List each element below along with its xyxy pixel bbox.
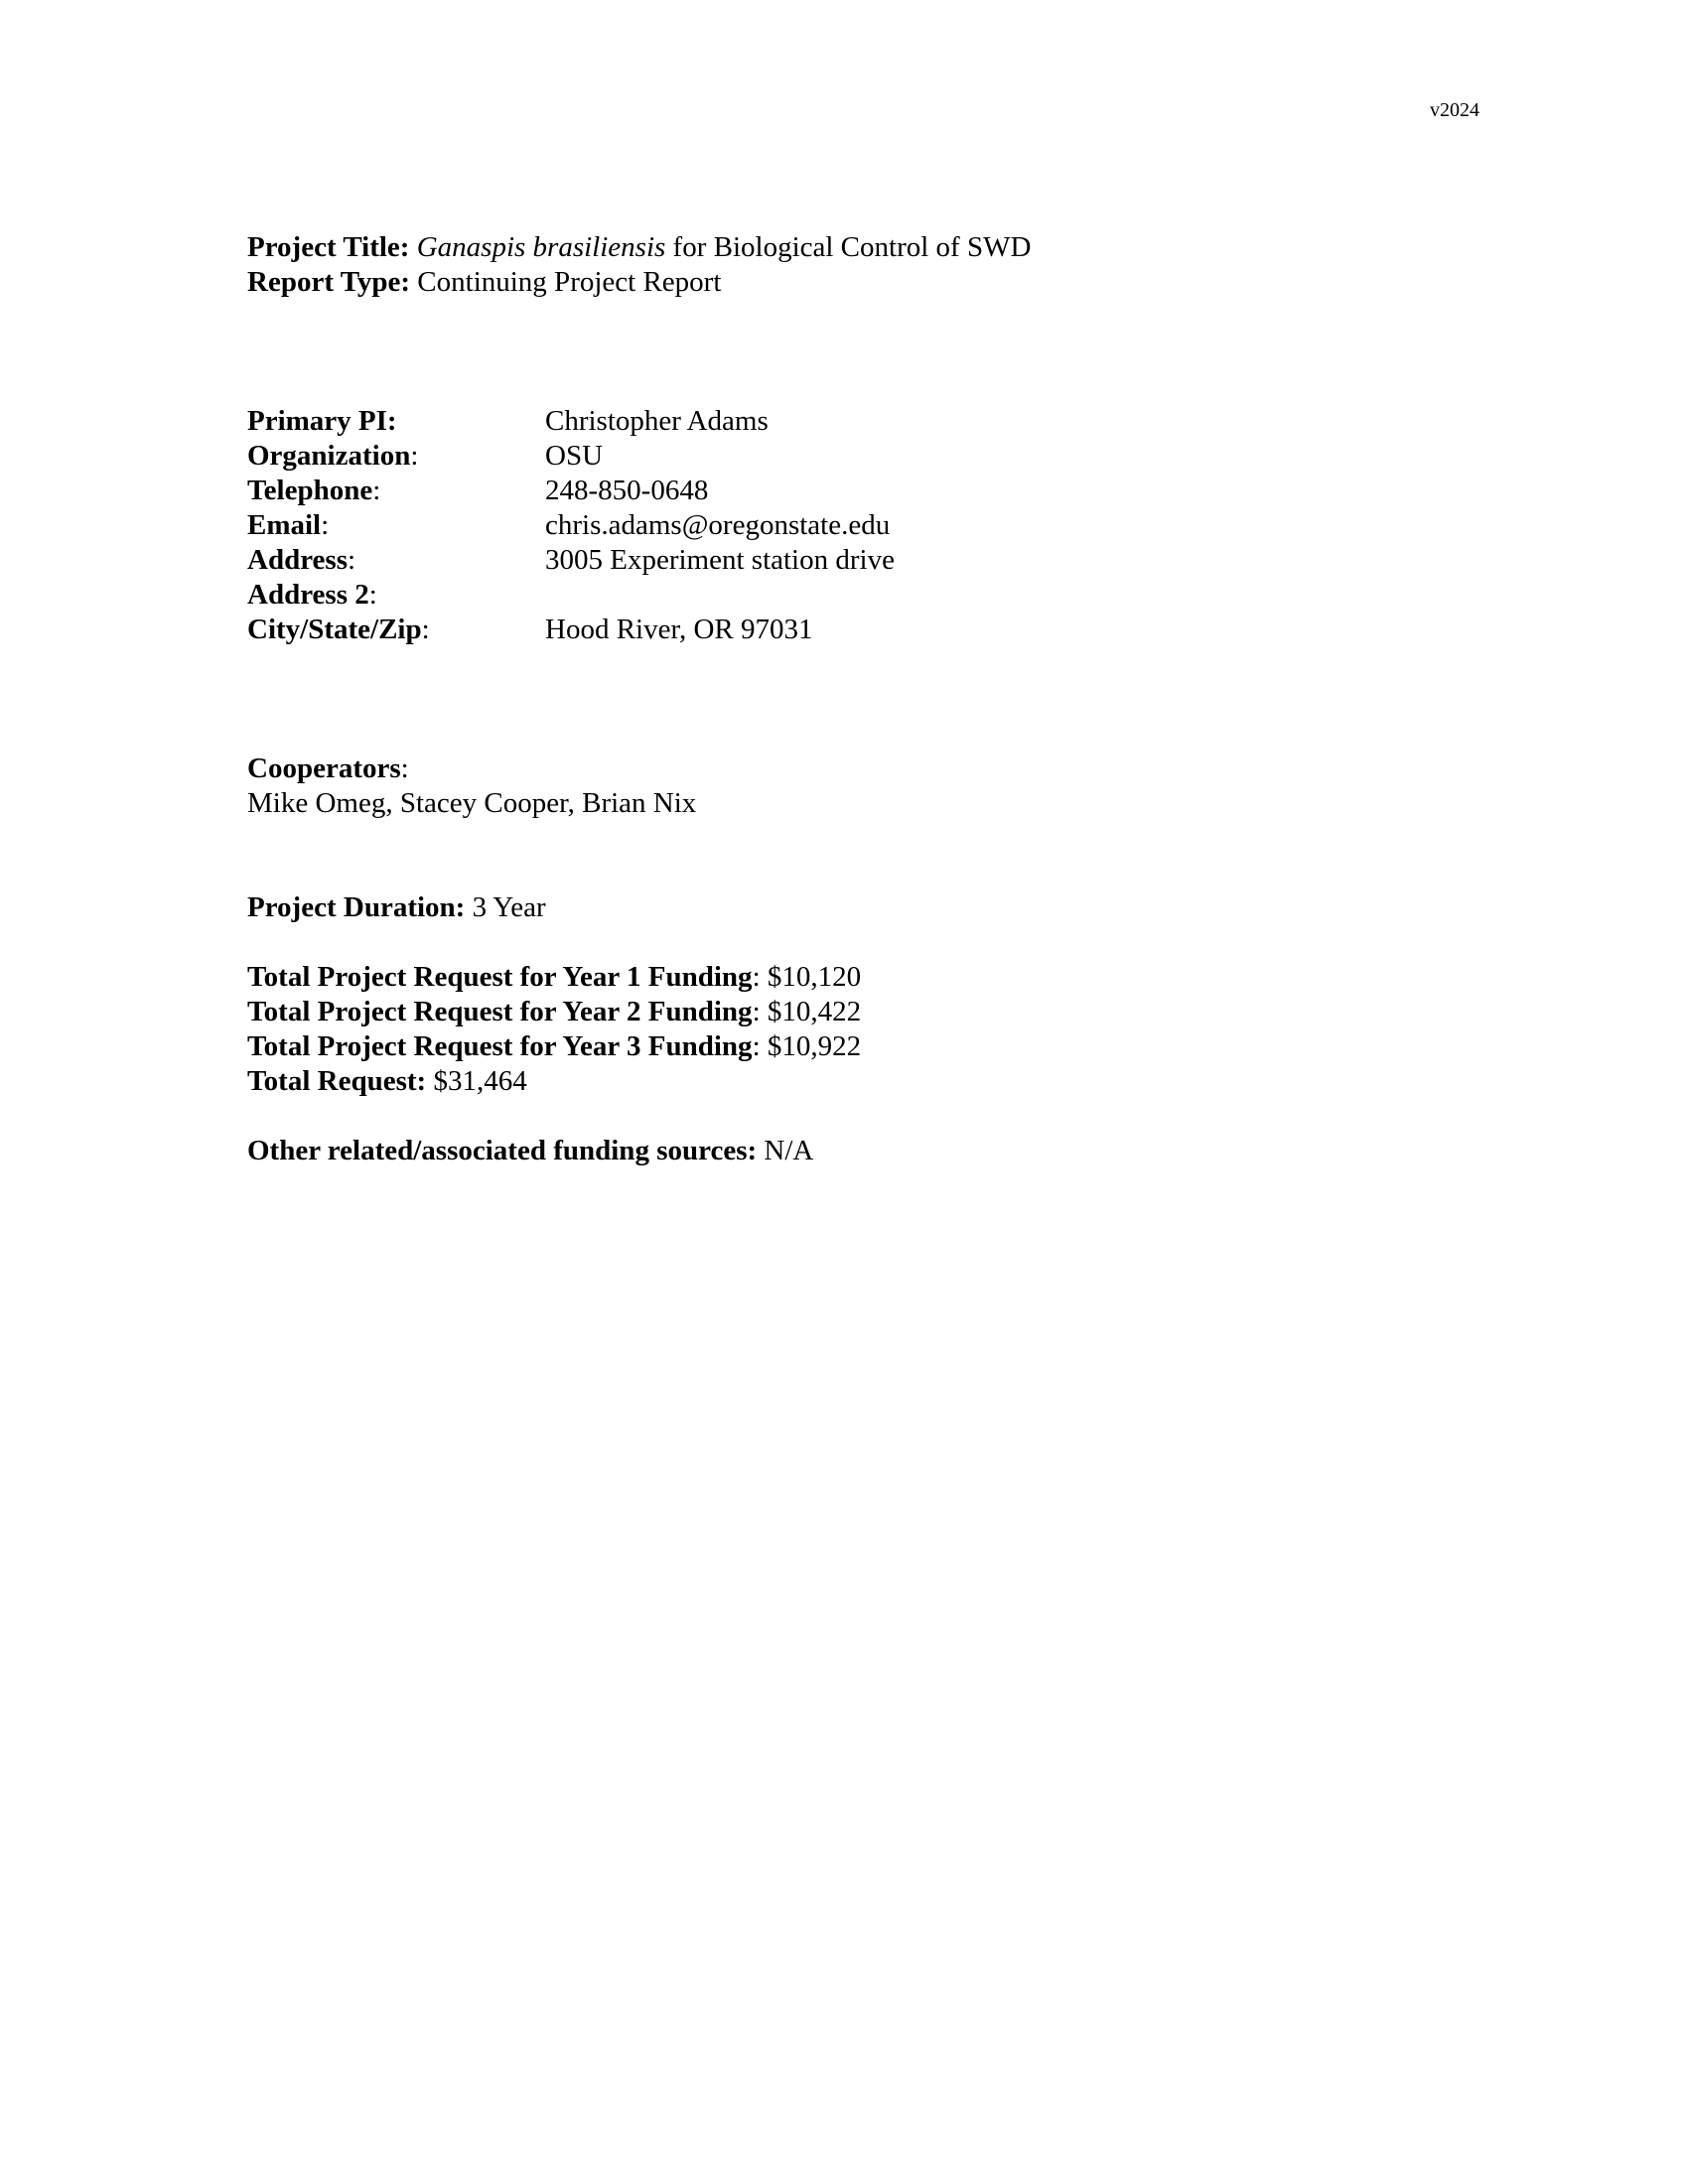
city-state-zip-value: Hood River, OR 97031 <box>545 614 813 645</box>
cooperators-heading: Cooperators: <box>247 752 409 784</box>
email-value: chris.adams@oregonstate.edu <box>545 509 891 541</box>
telephone-label: Telephone <box>247 475 373 506</box>
funding-year2-value: $10,422 <box>767 996 862 1027</box>
project-duration-value: 3 Year <box>465 891 546 923</box>
project-title-rest: for Biological Control of SWD <box>665 231 1032 263</box>
cooperators-value: Mike Omeg, Stacey Cooper, Brian Nix <box>247 787 697 819</box>
project-duration-line <box>247 890 1538 925</box>
funding-year2-line: Total Project Request for Year 2 Funding: $10,422 <box>247 996 862 1027</box>
project-title-species: Ganaspis brasiliensis <box>416 231 666 263</box>
address-row: Address: 3005 Experiment station drive <box>247 544 895 576</box>
address-label: Address <box>247 544 348 576</box>
city-state-zip-row: City/State/Zip: Hood River, OR 97031 <box>247 613 895 647</box>
primary-pi-row: Primary PI: Christopher Adams <box>247 404 895 439</box>
organization-label: Organization <box>247 440 411 472</box>
other-funding-line <box>247 1134 1538 1168</box>
address2-label: Address 2 <box>247 579 369 611</box>
primary-pi-value: Christopher Adams <box>545 405 769 437</box>
document-body <box>247 230 1538 1168</box>
telephone-value: 248-850-0648 <box>545 475 709 506</box>
project-title-label: Project Title: <box>247 231 410 263</box>
contact-info-table <box>247 404 895 647</box>
funding-year1-label: Total Project Request for Year 1 Funding <box>247 961 753 993</box>
total-request-label: Total Request: <box>247 1065 427 1097</box>
report-type-label: Report Type: <box>247 266 411 298</box>
funding-year3-label: Total Project Request for Year 3 Funding <box>247 1030 753 1062</box>
total-request-value: $31,464 <box>433 1065 527 1097</box>
primary-pi-label: Primary PI <box>247 405 387 437</box>
total-request-line <box>247 1064 1538 1099</box>
cooperators-label: Cooperators <box>247 752 401 784</box>
email-row: Email: chris.adams@oregonstate.edu <box>247 508 895 543</box>
address-value: 3005 Experiment station drive <box>545 544 895 576</box>
organization-value: OSU <box>545 440 604 472</box>
funding-year3-line: Total Project Request for Year 3 Funding: $10,922 <box>247 1030 862 1062</box>
project-title-line <box>247 230 1538 265</box>
email-label: Email <box>247 509 322 541</box>
other-funding-value: N/A <box>764 1135 814 1166</box>
address2-row: Address 2: <box>247 578 895 613</box>
version-label: v2024 <box>1430 99 1479 121</box>
funding-year1-value: $10,120 <box>767 961 862 993</box>
funding-year3-value: $10,922 <box>767 1030 862 1062</box>
report-type-value: Continuing Project Report <box>417 266 722 298</box>
project-duration-label: Project Duration: <box>247 891 466 923</box>
city-state-zip-label: City/State/Zip <box>247 614 422 645</box>
organization-row: Organization: OSU <box>247 439 895 474</box>
report-type-line <box>247 265 1538 300</box>
funding-year1-line: Total Project Request for Year 1 Funding: $10,120 <box>247 961 862 993</box>
funding-year2-label: Total Project Request for Year 2 Funding <box>247 996 753 1027</box>
other-funding-label: Other related/associated funding sources: <box>247 1135 758 1166</box>
address2-value <box>545 578 895 613</box>
telephone-row: Telephone: 248-850-0648 <box>247 474 895 508</box>
